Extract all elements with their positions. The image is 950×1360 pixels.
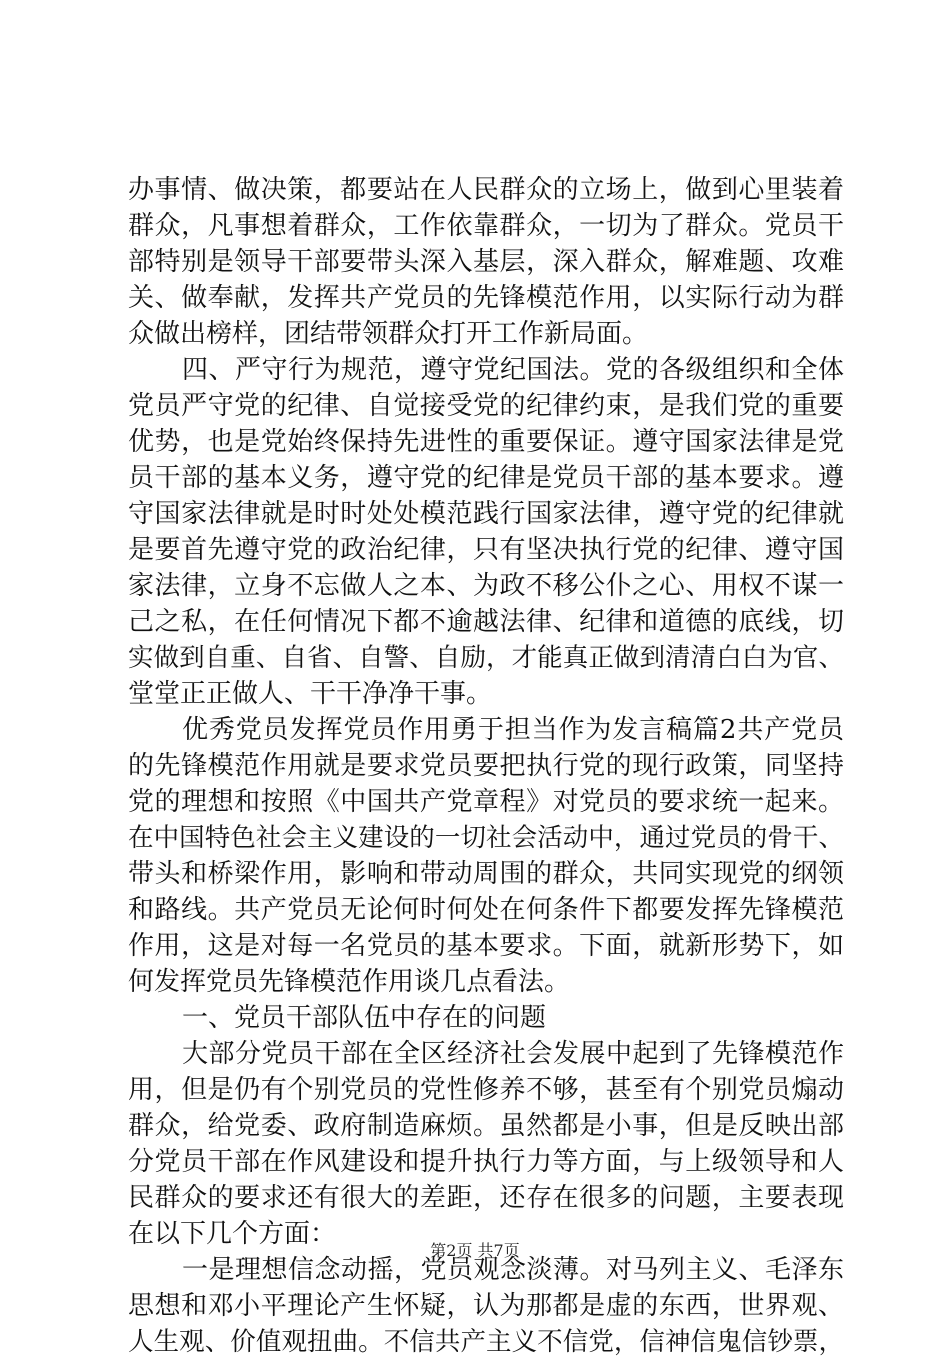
text-line: 众做出榜样，团结带领群众打开工作新局面。 bbox=[128, 319, 649, 349]
text-line: 优势，也是党始终保持先进性的重要保证。遵守国家法律是党 bbox=[128, 427, 844, 457]
text-line: 四、严守行为规范，遵守党纪国法。党的各级组织和全体 bbox=[182, 355, 844, 385]
text-line: 己之私，在任何情况下都不逾越法律、纪律和道德的底线，切 bbox=[128, 607, 844, 637]
document-body bbox=[128, 172, 844, 1360]
text-line: 部特别是领导干部要带头深入基层，深入群众，解难题、攻难 bbox=[128, 247, 844, 277]
text-line: 的先锋模范作用就是要求党员要把执行党的现行政策，同坚持 bbox=[128, 751, 844, 781]
text-line: 用，但是仍有个别党员的党性修养不够，甚至有个别党员煽动 bbox=[128, 1075, 844, 1105]
text-line: 群众，凡事想着群众，工作依靠群众，一切为了群众。党员干 bbox=[128, 211, 844, 241]
text-line: 党的理想和按照《中国共产党章程》对党员的要求统一起来。 bbox=[128, 787, 844, 817]
text-line: 何发挥党员先锋模范作用谈几点看法。 bbox=[128, 967, 571, 997]
text-line: 和路线。共产党员无论何时何处在何条件下都要发挥先锋模范 bbox=[128, 895, 844, 925]
text-line: 一、党员干部队伍中存在的问题 bbox=[182, 1003, 547, 1033]
text-line: 民群众的要求还有很大的差距，还存在很多的问题，主要表现 bbox=[128, 1183, 844, 1213]
text-line: 在以下几个方面： bbox=[128, 1219, 337, 1249]
text-line: 是要首先遵守党的政治纪律，只有坚决执行党的纪律、遵守国 bbox=[128, 535, 844, 565]
text-line: 办事情、做决策，都要站在人民群众的立场上，做到心里装着 bbox=[128, 175, 844, 205]
text-line: 堂堂正正做人、干干净净干事。 bbox=[128, 679, 493, 709]
text-line: 家法律，立身不忘做人之本、为政不移公仆之心、用权不谋一 bbox=[128, 571, 844, 601]
text-line: 守国家法律就是时时处处模范践行国家法律，遵守党的纪律就 bbox=[128, 499, 844, 529]
page-number-footer: 第2页 共7页 bbox=[430, 1241, 520, 1260]
text-line: 人生观、价值观扭曲。不信共产主义不信党，信神信鬼信钞票， bbox=[128, 1327, 844, 1357]
text-line: 关、做奉献，发挥共产党员的先锋模范作用，以实际行动为群 bbox=[128, 283, 844, 313]
text-line: 作用，这是对每一名党员的基本要求。下面，就新形势下，如 bbox=[128, 931, 844, 961]
text-line: 优秀党员发挥党员作用勇于担当作为发言稿篇2共产党员 bbox=[182, 715, 844, 745]
text-line: 思想和邓小平理论产生怀疑，认为那都是虚的东西，世界观、 bbox=[128, 1291, 844, 1321]
text-line: 员干部的基本义务，遵守党的纪律是党员干部的基本要求。遵 bbox=[128, 463, 844, 493]
text-line: 带头和桥梁作用，影响和带动周围的群众，共同实现党的纲领 bbox=[128, 859, 844, 889]
text-line: 群众，给党委、政府制造麻烦。虽然都是小事，但是反映出部 bbox=[128, 1111, 844, 1141]
text-line: 实做到自重、自省、自警、自励，才能真正做到清清白白为官、 bbox=[128, 643, 844, 673]
text-line: 在中国特色社会主义建设的一切社会活动中，通过党员的骨干、 bbox=[128, 823, 844, 853]
text-line: 大部分党员干部在全区经济社会发展中起到了先锋模范作 bbox=[182, 1039, 844, 1069]
text-line: 党员严守党的纪律、自觉接受党的纪律约束，是我们党的重要 bbox=[128, 391, 844, 421]
text-line: 一是理想信念动摇，党员观念淡薄。对马列主义、毛泽东 bbox=[182, 1255, 844, 1285]
text-line: 分党员干部在作风建设和提升执行力等方面，与上级领导和人 bbox=[128, 1147, 844, 1177]
